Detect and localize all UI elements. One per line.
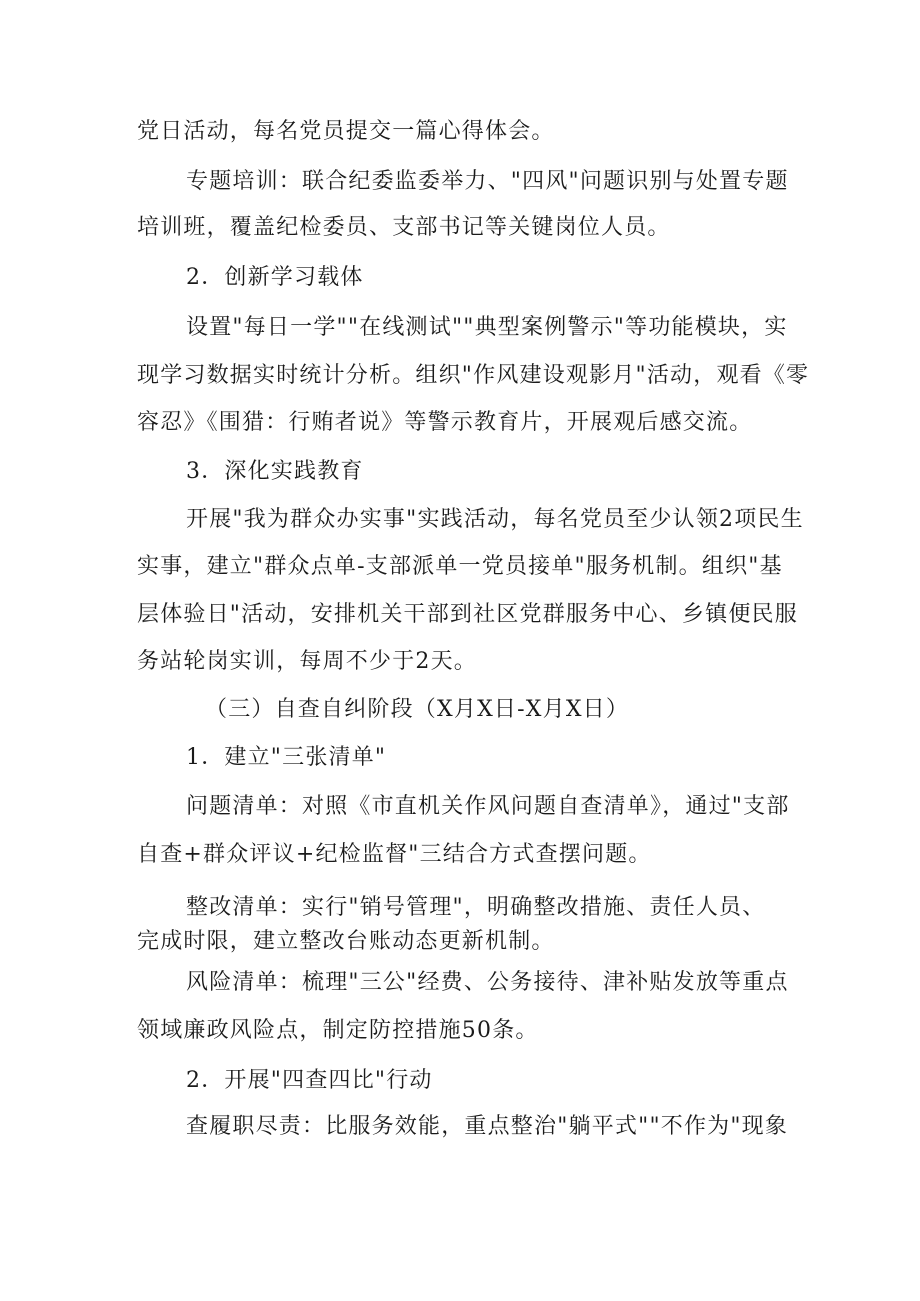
section-heading: 1．建立"三张清单" <box>186 745 387 770</box>
paragraph-line: 层体验日"活动，安排机关干部到社区党群服务中心、乡镇便民服 <box>137 602 798 627</box>
paragraph-line: 开展"我为群众办实事"实践活动，每名党员至少认领2项民生 <box>186 507 804 532</box>
paragraph-line: 专题培训：联合纪委监委举力、"四风"问题识别与处置专题 <box>186 169 789 194</box>
paragraph-line: 设置"每日一学""在线测试""典型案例警示"等功能模块，实 <box>186 315 788 340</box>
section-heading: 2．开展"四查四比"行动 <box>186 1068 433 1093</box>
stage-heading: （三）自查自纠阶段（X月X日-X月X日） <box>205 697 630 722</box>
paragraph-line: 完成时限，建立整改台账动态更新机制。 <box>137 929 555 954</box>
paragraph-line: 风险清单：梳理"三公"经费、公务接待、津补贴发放等重点 <box>186 970 789 995</box>
paragraph-line: 容忍》《围猎：行贿者说》等警示教育片，开展观后感交流。 <box>137 410 753 435</box>
paragraph-line: 实事，建立"群众点单-支部派单一党员接单"服务机制。组织"基 <box>137 554 783 579</box>
section-heading: 2．创新学习载体 <box>186 265 364 290</box>
paragraph-line: 现学习数据实时统计分析。组织"作风建设观影月"活动，观看《零 <box>137 363 810 388</box>
paragraph-line: 党日活动，每名党员提交一篇心得体会。 <box>137 119 555 144</box>
section-heading: 3．深化实践教育 <box>186 459 364 484</box>
paragraph-line: 自查+群众评议+纪检监督"三结合方式查摆问题。 <box>137 842 652 867</box>
paragraph-line: 问题清单：对照《市直机关作风问题自查清单》，通过"支部 <box>186 794 790 819</box>
paragraph-line: 查履职尽责：比服务效能，重点整治"躺平式""不作为"现象 <box>186 1114 789 1139</box>
paragraph-line: 整改清单：实行"销号管理"，明确整改措施、责任人员、 <box>186 895 766 920</box>
paragraph-line: 务站轮岗实训，每周不少于2天。 <box>137 649 477 674</box>
paragraph-line: 培训班，覆盖纪检委员、支部书记等关键岗位人员。 <box>137 215 671 240</box>
paragraph-line: 领域廉政风险点，制定防控措施50条。 <box>137 1018 539 1043</box>
